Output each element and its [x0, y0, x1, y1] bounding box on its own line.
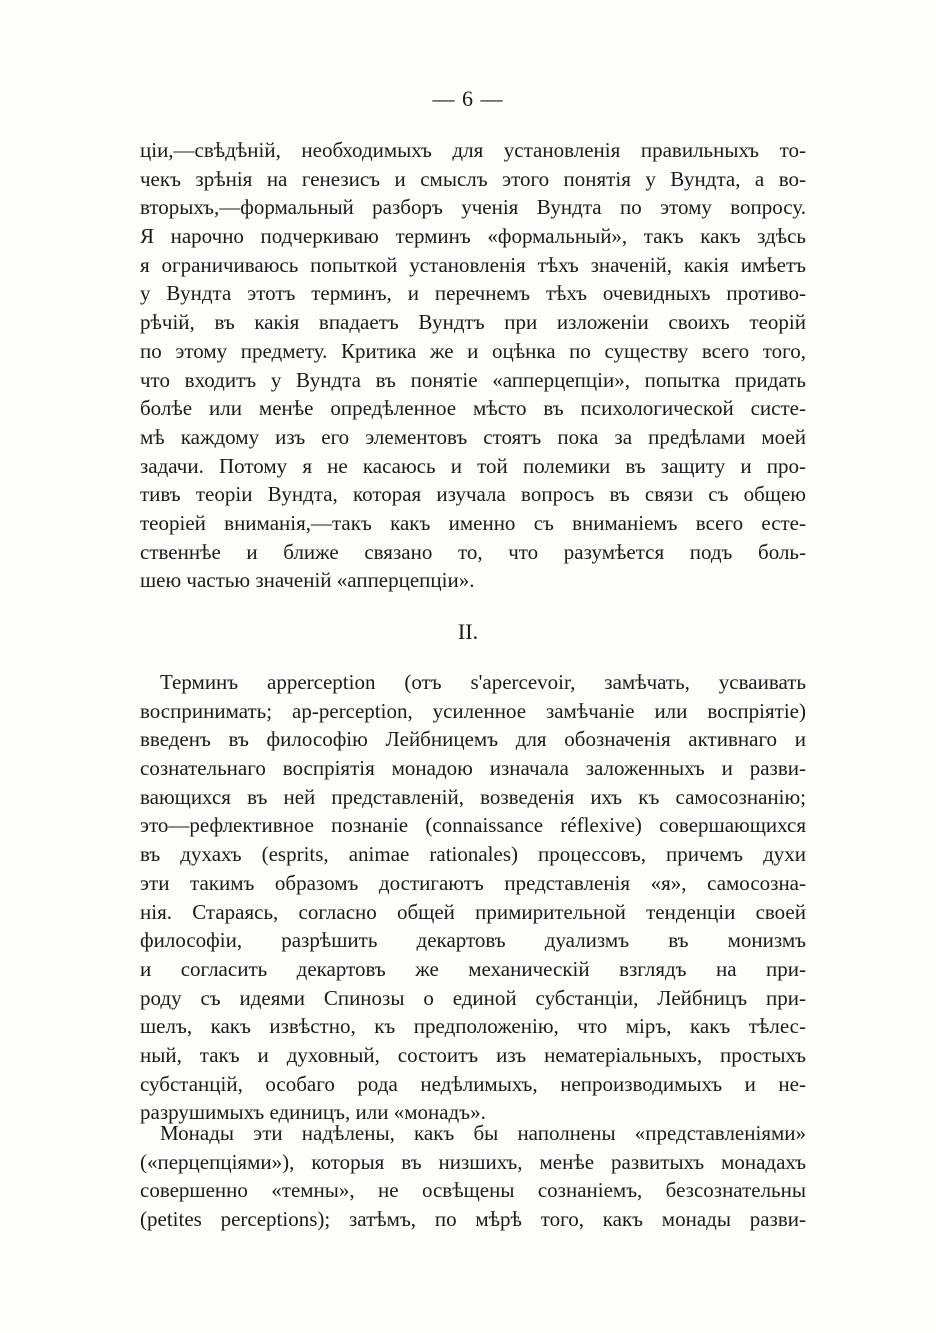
text-line: воспринимать; ap-perception, усиленное замѣчаніе или воспріятіе) [140, 698, 806, 723]
text-line: совершенно «темны», не освѣщены сознаніемъ, безсознательны [140, 1178, 806, 1203]
text-line: у Вундта этотъ терминъ, и перечнемъ тѣхъ очевидныхъ противо- [140, 281, 806, 306]
text-line: Я нарочно подчеркиваю терминъ «формальный», такъ какъ здѣсь [140, 224, 806, 249]
text-line: рѣчій, въ какія впадаетъ Вундтъ при изложеніи своихъ теорій [140, 310, 806, 335]
text-line: философіи, разрѣшить декартовъ дуализмъ въ монизмъ [140, 928, 806, 953]
text-line: и согласить декартовъ же механическій взглядъ на при- [140, 956, 806, 981]
paragraph-leibniz [140, 668, 806, 1127]
page-number: — 6 — [432, 86, 504, 111]
text-line: эти такимъ образомъ достигаютъ представленія «я», самосозна- [140, 870, 806, 895]
text-line: роду съ идеями Спинозы о единой субстанціи, Лейбницъ при- [140, 985, 806, 1010]
text-line: вторыхъ,—формальный разборъ ученія Вундта по этому вопросу. [140, 195, 806, 220]
text-line: разрушимыхъ единицъ, или «монадъ». [140, 1100, 486, 1125]
paragraph-monads [140, 1119, 806, 1234]
text-line: по этому предмету. Критика же и оцѣнка по существу всего того, [140, 338, 806, 363]
text-line: введенъ въ философію Лейбницемъ для обозначенія активнаго и [140, 727, 806, 752]
text-line: теоріей вниманія,—такъ какъ именно съ вниманіемъ всего есте- [140, 510, 806, 535]
text-line: я ограничиваюсь попыткой установленія тѣхъ значеній, какія имѣетъ [140, 252, 806, 277]
text-line: вающихся въ ней представленій, возведенія ихъ къ самосознанію; [140, 784, 806, 809]
text-line: субстанцій, особаго рода недѣлимыхъ, непроизводимыхъ и не- [140, 1071, 806, 1096]
text-line: Монады эти надѣлены, какъ бы наполнены «представленіями» [160, 1121, 806, 1145]
text-line: (petites perceptions); затѣмъ, по мѣрѣ того, какъ монады разви- [140, 1207, 806, 1232]
text-line: болѣе или менѣе опредѣленное мѣсто въ психологической систе- [140, 396, 806, 421]
text-line: шею частью значеній «апперцепціи». [140, 568, 475, 593]
text-line: шелъ, какъ извѣстно, къ предположенію, что міръ, какъ тѣлес- [140, 1014, 806, 1039]
text-line: ціи,—свѣдѣній, необходимыхъ для установленія правильныхъ то- [140, 138, 806, 162]
text-line: («перцепціями»), которыя въ низшихъ, менѣе развитыхъ монадахъ [140, 1149, 806, 1174]
text-line: чекъ зрѣнія на генезисъ и смыслъ этого понятія у Вундта, а во- [140, 166, 806, 191]
paragraph-continuation [140, 136, 806, 595]
text-line: тивъ теоріи Вундта, которая изучала вопросъ въ связи съ общею [140, 482, 806, 507]
text-line: Терминъ apperception (отъ s'apercevoir, замѣчать, усваивать [160, 670, 806, 694]
text-line: въ духахъ (esprits, animae rationales) процессовъ, причемъ духи [140, 842, 806, 867]
text-line: что входитъ у Вундта въ понятіе «апперцепціи», попытка придать [140, 367, 806, 392]
text-line: нія. Стараясь, согласно общей примирительной тенденціи своей [140, 899, 806, 924]
text-line: мѣ каждому изъ его элементовъ стоятъ пока за предѣлами моей [140, 424, 806, 449]
text-line: это—рефлективное познаніе (connaissance réflexive) совершающихся [140, 813, 806, 838]
text-line: ственнѣе и ближе связано то, что разумѣется подъ боль- [140, 539, 806, 564]
section-heading: II. [457, 619, 479, 644]
text-line: ный, такъ и духовный, состоитъ изъ нематеріальныхъ, простыхъ [140, 1042, 806, 1067]
text-line: сознательнаго воспріятія монадою изначала заложенныхъ и разви- [140, 756, 806, 781]
text-line: задачи. Потому я не касаюсь и той полемики въ защиту и про- [140, 453, 806, 478]
